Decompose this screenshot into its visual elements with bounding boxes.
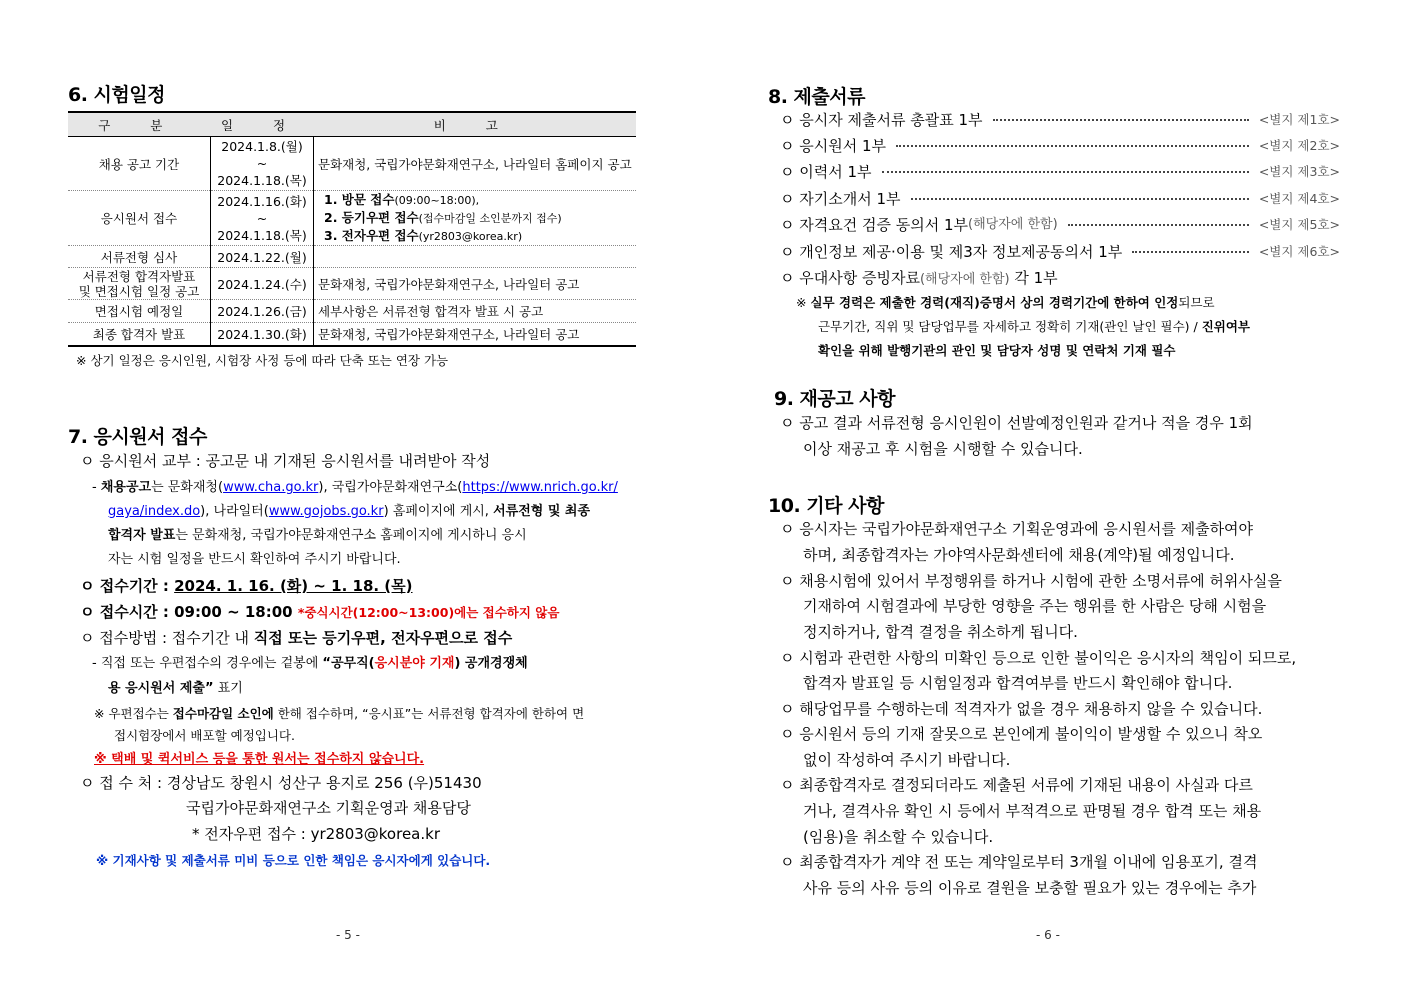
s7-paragraph xyxy=(92,476,618,500)
gojobs-link[interactable]: www.gojobs.go.kr xyxy=(268,504,384,519)
text: ), 나라일터( xyxy=(200,504,269,519)
text: 는 문화재청, 국립가야문화재연구소 홈페이지에 게시하니 응시 xyxy=(175,528,527,543)
table-row xyxy=(68,268,636,300)
table-cell xyxy=(68,268,211,300)
s10-line: ㅇ 해당업무를 수행하는데 적격자가 없을 경우 채용하지 않을 수 있습니다. xyxy=(780,700,1263,718)
s7-email: * 전자우편 접수 : yr2803@korea.kr xyxy=(192,825,440,843)
text: 채용공고 xyxy=(100,480,152,495)
doc-item xyxy=(780,108,1340,132)
s10-line: ㅇ 최종합격자가 계약 전 또는 계약일로부터 3개월 이내에 임용포기, 결격 xyxy=(780,853,1258,871)
date-start: 2024.1.16.(화) xyxy=(217,193,307,209)
table-row xyxy=(68,300,636,323)
s10-line: ㅇ 응시원서 등의 기재 잘못으로 본인에게 불이익이 발생할 수 있으니 착오 xyxy=(780,725,1263,743)
doc-item xyxy=(780,187,1340,211)
table-header: 비 고 xyxy=(314,112,637,137)
table-cell: 문화재청, 국립가야문화재연구소, 나라일터 공고 xyxy=(314,323,637,346)
method-detail: (yr2803@korea.kr) xyxy=(418,230,523,243)
text: 는 문화재청( xyxy=(151,480,224,495)
text: 한해 접수하며, “응시표”는 서류전형 합격자에 한하여 면 xyxy=(273,706,585,721)
method-detail: (접수마감일 소인분까지 접수) xyxy=(418,212,562,225)
text: 근무기간, 직위 및 담당업무를 자세하고 정확히 기재(관인 날인 필수) / xyxy=(818,319,1202,334)
text: ㅇ 접수시간 : 09:00 ~ 18:00 xyxy=(80,603,298,621)
text: ㅇ 우대사항 증빙자료 xyxy=(780,269,920,287)
s10-line: 사유 등의 사유 등의 이유로 결원을 보충할 필요가 있는 경우에는 추가 xyxy=(803,879,1257,897)
date-end: 2024.1.18.(목) xyxy=(217,227,307,243)
text: - xyxy=(92,480,101,495)
text: ㅇ 개인정보 제공·이용 및 제3자 정보제공동의서 1부 xyxy=(780,243,1123,261)
s10-line: (임용)을 취소할 수 있습니다. xyxy=(803,828,994,846)
text: ㅇ 자기소개서 1부 xyxy=(780,190,901,208)
text: ) 홈페이지에 게시, xyxy=(383,504,494,519)
s7-address: ㅇ 접 수 처 : 경상남도 창원시 성산구 용지로 256 (우)51430 xyxy=(80,774,482,792)
text: ㅇ 접수기간 : xyxy=(80,577,175,595)
s7-line: ㅇ 응시원서 교부 : 공고문 내 기재된 응시원서를 내려받아 작성 xyxy=(80,452,491,470)
s8-note xyxy=(818,316,1250,338)
text: ※ xyxy=(796,295,811,310)
method-label: 2. 등기우편 접수 xyxy=(324,210,419,225)
text: 실무 경력은 제출한 경력(재직)증명서 상의 경력기간에 한하여 인정 xyxy=(810,295,1179,310)
table-cell xyxy=(211,137,314,191)
s10-line: 하며, 최종합격자는 가야역사문화센터에 채용(계약)될 예정입니다. xyxy=(803,546,1235,564)
text: ), 국립가야문화재연구소( xyxy=(318,480,463,495)
text: ㅇ 접수방법 : 접수기간 내 xyxy=(80,629,254,647)
table-cell: 면접시험 예정일 xyxy=(68,300,211,323)
s7-note xyxy=(94,703,584,725)
text: “공무직( xyxy=(322,656,375,671)
s7-paragraph: 자는 시험 일정을 반드시 확인하여 주시기 바랍니다. xyxy=(108,552,401,567)
table-cell xyxy=(314,191,637,246)
section-9-title: 9. 재공고 사항 xyxy=(774,388,895,410)
s10-line: ㅇ 최종합격자로 결정되더라도 제출된 서류에 기재된 내용이 사실과 다르 xyxy=(780,776,1253,794)
table-row xyxy=(68,246,636,268)
section-7-title: 7. 응시원서 접수 xyxy=(68,426,207,448)
s10-line: ㅇ 응시자는 국립가야문화재연구소 기획운영과에 응시원서를 제출하여야 xyxy=(780,520,1254,538)
method-detail: (09:00~18:00), xyxy=(394,194,480,207)
schedule-footnote: ※ 상기 일정은 응시인원, 시험장 사정 등에 따라 단축 또는 연장 가능 xyxy=(76,353,449,368)
s7-note: 접시험장에서 배포할 예정입니다. xyxy=(114,728,295,743)
text: 서류전형 및 최종 xyxy=(493,504,591,519)
table-cell: 문화재청, 국립가야문화재연구소, 나라일터 공고 xyxy=(314,268,637,300)
table-header: 일 정 xyxy=(211,112,314,137)
form-tag: <별지 제1호> xyxy=(1258,112,1340,127)
text: 진위여부 xyxy=(1201,319,1251,334)
table-cell xyxy=(211,191,314,246)
text: 되므로 xyxy=(1178,295,1215,310)
text: *중식시간(12:00~13:00)에는 접수하지 않음 xyxy=(297,605,560,620)
section-8-title: 8. 제출서류 xyxy=(768,86,865,108)
doc-item xyxy=(780,266,1058,292)
text: ㅇ 응시원서 1부 xyxy=(780,137,887,155)
s9-line: 이상 재공고 후 시험을 시행할 수 있습니다. xyxy=(803,440,1083,458)
text: 2024. 1. 16. (화) ~ 1. 18. (목) xyxy=(174,577,413,595)
cell-line: 서류전형 합격자발표 xyxy=(82,268,196,284)
cha-link[interactable]: www.cha.go.kr xyxy=(223,480,319,495)
text: ㅇ 이력서 1부 xyxy=(780,163,872,181)
page-number: - 6 - xyxy=(1036,928,1060,942)
date-end: 2024.1.18.(목) xyxy=(217,173,307,188)
text: 각 1부 xyxy=(1009,269,1058,287)
s8-note: 확인을 위해 발행기관의 관인 및 담당자 성명 및 연락처 기재 필수 xyxy=(818,343,1176,358)
s7-envelope xyxy=(108,677,243,701)
s8-note xyxy=(796,292,1215,314)
page-number: - 5 - xyxy=(336,928,360,942)
s7-period xyxy=(80,574,413,598)
doc-item xyxy=(780,240,1340,264)
form-tag: <별지 제5호> xyxy=(1258,217,1340,232)
form-tag: <별지 제3호> xyxy=(1258,164,1340,179)
s7-paragraph xyxy=(108,524,527,548)
schedule-table xyxy=(68,111,636,347)
table-cell: 2024.1.30.(화) xyxy=(211,323,314,346)
text: (해당자에 한함) xyxy=(968,217,1058,232)
date-sep: ~ xyxy=(256,210,268,226)
text: 용 응시원서 제출” xyxy=(108,681,214,696)
s10-line: ㅇ 시험과 관련한 사항의 미확인 등으로 인한 불이익은 응시자의 책임이 되므로, xyxy=(780,649,1297,667)
table-cell: 2024.1.22.(월) xyxy=(211,246,314,268)
s10-line: 합격자 발표일 등 시험일정과 합격여부를 반드시 확인해야 합니다. xyxy=(803,674,1233,692)
text: 접수마감일 소인에 xyxy=(172,706,274,721)
s9-line: ㅇ 공고 결과 서류전형 응시인원이 선발예정인원과 같거나 적을 경우 1회 xyxy=(780,414,1253,432)
text: - 직접 또는 우편접수의 경우에는 겉봉에 xyxy=(92,656,323,671)
table-row xyxy=(68,137,636,191)
table-row xyxy=(68,191,636,246)
text: 응시분야 기재 xyxy=(374,656,455,671)
table-cell: 채용 공고 기간 xyxy=(68,137,211,191)
s7-envelope xyxy=(92,652,528,676)
text: (해당자에 한함) xyxy=(919,272,1010,287)
section-6-title: 6. 시험일정 xyxy=(68,84,165,106)
doc-item xyxy=(780,213,1340,237)
s10-line: 정지하거나, 합격 결정을 취소하게 됩니다. xyxy=(803,623,1078,641)
method-label: 1. 방문 접수 xyxy=(324,192,395,207)
form-tag: <별지 제6호> xyxy=(1258,244,1340,259)
table-cell: 2024.1.24.(수) xyxy=(211,268,314,300)
table-cell: 응시원서 접수 xyxy=(68,191,211,246)
table-header: 구 분 xyxy=(68,112,211,137)
section-10-title: 10. 기타 사항 xyxy=(768,495,884,517)
table-cell: 2024.1.26.(금) xyxy=(211,300,314,323)
table-cell: 최종 합격자 발표 xyxy=(68,323,211,346)
table-cell: 문화재청, 국립가야문화재연구소, 나라일터 홈페이지 공고 xyxy=(314,137,637,191)
text: ㅇ 응시자 제출서류 총괄표 1부 xyxy=(780,111,983,129)
text: 표기 xyxy=(213,681,243,696)
s7-address: 국립가야문화재연구소 기획운영과 채용담당 xyxy=(186,799,471,817)
text: ※ 우편접수는 xyxy=(94,706,173,721)
table-row xyxy=(68,323,636,346)
s7-warning: ※ 택배 및 퀵서비스 등을 통한 원서는 접수하지 않습니다. xyxy=(94,752,425,767)
text: 직접 또는 등기우편, 전자우편으로 접수 xyxy=(253,629,513,647)
form-tag: <별지 제4호> xyxy=(1258,191,1340,206)
doc-item xyxy=(780,134,1340,158)
text: ) 공개경쟁체 xyxy=(454,656,528,671)
nrich-link[interactable]: https://www.nrich.go.kr/ xyxy=(462,480,618,495)
form-tag: <별지 제2호> xyxy=(1258,138,1340,153)
text: 합격자 발표 xyxy=(108,528,176,543)
text: ㅇ 자격요건 검증 동의서 1부 xyxy=(780,216,969,234)
s7-hours xyxy=(80,600,559,625)
table-cell xyxy=(314,246,637,268)
date-start: 2024.1.8.(월) xyxy=(221,139,303,154)
doc-item xyxy=(780,160,1340,184)
method-label: 3. 전자우편 접수 xyxy=(324,228,419,243)
s7-footnote: ※ 기재사항 및 제출서류 미비 등으로 인한 책임은 응시자에게 있습니다. xyxy=(96,853,491,868)
s10-line: 기재하여 시험결과에 부당한 영향을 주는 행위를 한 사람은 당해 시험을 xyxy=(803,597,1267,615)
table-cell: 서류전형 심사 xyxy=(68,246,211,268)
nrich-link-cont[interactable]: gaya/index.do xyxy=(108,504,201,519)
s10-line: 거나, 결격사유 확인 시 등에서 부적격으로 판명될 경우 합격 또는 채용 xyxy=(803,802,1262,820)
s10-line: ㅇ 채용시험에 있어서 부정행위를 하거나 시험에 관한 소명서류에 허위사실을 xyxy=(780,572,1282,590)
cell-line: 및 면접시험 일정 공고 xyxy=(78,283,200,299)
date-sep: ~ xyxy=(256,156,268,171)
table-cell: 세부사항은 서류전형 합격자 발표 시 공고 xyxy=(314,300,637,323)
s7-method xyxy=(80,626,512,650)
s10-line: 없이 작성하여 주시기 바랍니다. xyxy=(803,751,1011,769)
s7-paragraph xyxy=(108,500,590,524)
